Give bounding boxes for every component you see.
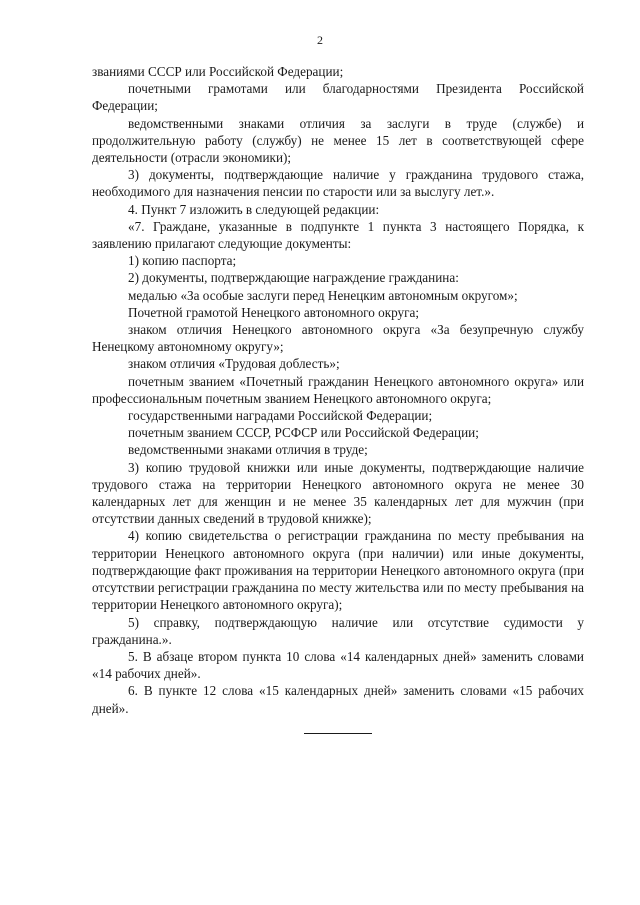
paragraph: почетными грамотами или благодарностями Президента Российской Федерации; [92,81,584,114]
paragraph: «7. Граждане, указанные в подпункте 1 пункта 3 настоящего Порядка, к заявлению прилагают следующие документы: [92,218,584,252]
paragraph: 5) справку, подтверждающую наличие или отсутствие судимости у гражданина.». [92,614,584,647]
paragraph-continuation: званиями СССР или Российской Федерации; [92,64,344,79]
paragraph: Почетной грамотой Ненецкого автономного округа; [128,304,420,320]
paragraph: медалью «За особые заслуги перед Ненецким автономным округом»; [128,287,518,303]
paragraph: 4) копию свидетельства о регистрации гражданина по месту пребывания на территории Ненецкого автономного округа (при наличии) или иные документы, подтверждающие факт проживания на территории Ненецкого автономного округа (при отсутствии регистрации гражданина по месту жительства или по месту пребывания на территории Ненецкого автономного округа); [92,528,584,613]
paragraph: 1) копию паспорта; [128,253,237,269]
paragraph: почетным званием «Почетный гражданин Ненецкого автономного округа» или профессиональным почетным званием Ненецкого автономного округа; [92,373,584,406]
paragraph: ведомственными знаками отличия в труде; [128,442,368,458]
paragraph: 5. В абзаце втором пункта 10 слова «14 календарных дней» заменить словами «14 рабочих дней». [92,648,584,682]
paragraph: почетным званием СССР, РСФСР или Российской Федерации; [128,425,479,441]
paragraph: знаком отличия «Трудовая доблесть»; [128,356,340,372]
page-number: 2 [317,33,323,47]
paragraph: ведомственными знаками отличия за заслуги в труде (службе) и продолжительную работу (службу) не менее 15 лет в соответствующей сфере деятельности (отрасли экономики); [92,115,584,166]
paragraph: 3) документы, подтверждающие наличие у гражданина трудового стажа, необходимого для назначения пенсии по старости или за выслугу лет.». [92,167,584,200]
paragraph: 2) документы, подтверждающие награждение гражданина: [128,270,459,286]
paragraph: знаком отличия Ненецкого автономного округа «За безупречную службу Ненецкому автономному округу»; [92,322,584,355]
paragraph: государственными наградами Российской Федерации; [128,408,433,424]
document-body [92,63,584,717]
paragraph: 6. В пункте 12 слова «15 календарных дней» заменить словами «15 рабочих дней». [92,683,584,716]
paragraph: 4. Пункт 7 изложить в следующей редакции: [128,201,380,217]
paragraph: 3) копию трудовой книжки или иные документы, подтверждающие наличие трудового стажа на территории Ненецкого автономного округа не менее 30 календарных лет для женщин и не менее 35 календарных лет для мужчин (при отсутствии данных сведений в трудовой книжке); [92,459,584,527]
end-of-document-rule [304,733,372,734]
